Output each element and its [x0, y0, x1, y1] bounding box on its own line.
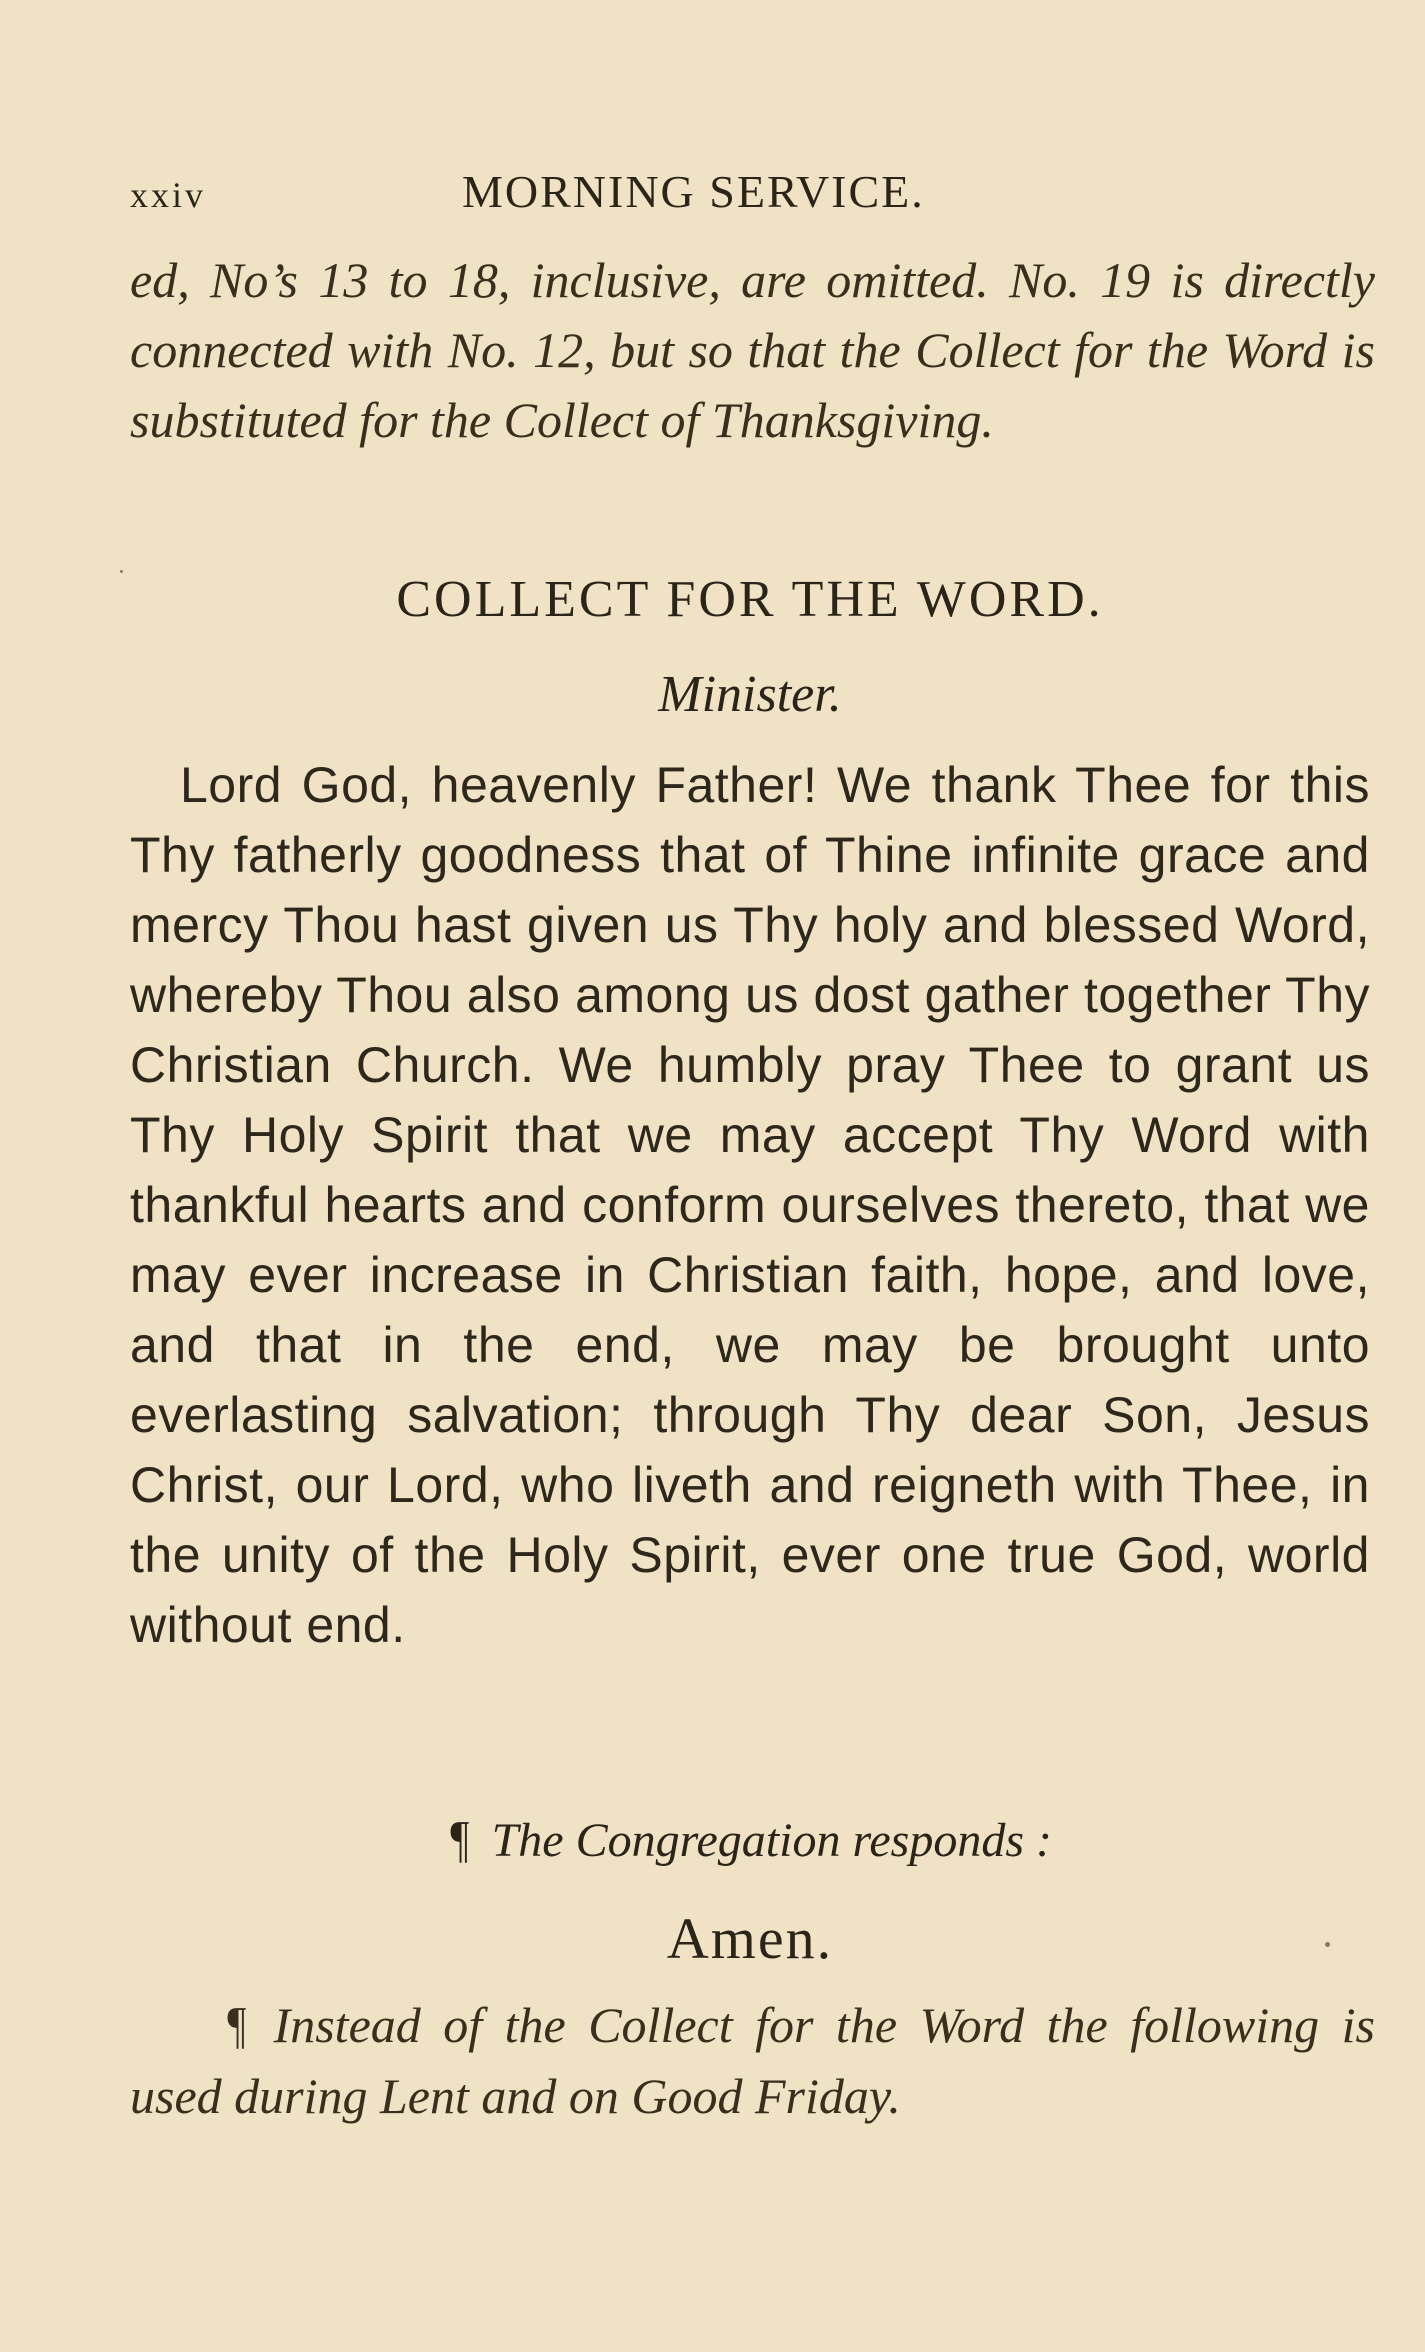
closing-rubric-text: Instead of the Collect for the Word the following is used during Lent and on Good Friday. — [130, 1997, 1375, 2124]
speaker-label: Minister. — [658, 666, 842, 723]
page-number: xxiv — [130, 175, 207, 215]
pilcrow-icon: ¶ — [227, 1997, 247, 2054]
paper-speck — [1325, 1942, 1330, 1947]
pilcrow-icon: ¶ — [450, 1811, 470, 1868]
running-head: MORNING SERVICE. — [462, 166, 925, 217]
section-heading: COLLECT FOR THE WORD. — [396, 571, 1104, 628]
response-rubric-text: The Congregation responds : — [491, 1814, 1052, 1867]
closing-rubric — [130, 1990, 1375, 2131]
amen-response: Amen. — [666, 1906, 834, 1971]
page-header — [130, 165, 1130, 225]
prayer-text: Lord God, heavenly Father! We thank Thee for this Thy fatherly goodness that of Thine infinite grace and mercy Thou hast given us Thy holy and blessed Word, whereby Thou also among us dost gather together Thy Christian Church. We humbly pray Thee to grant us Thy Holy Spirit that we may accept Thy Word with thankful hearts and conform ourselves thereto, that we may ever increase in Christian faith, hope, and love, and that in the end, we may be brought unto everlasting salvation; through Thy dear Son, Jesus Christ, our Lord, who liveth and reigneth with Thee, in the unity of the Holy Spirit, ever one true God, world without end. — [130, 757, 1370, 1653]
intro-rubric: ed, No’s 13 to 18, inclusive, are omitted. No. 19 is directly connected with No. 12, but so that the Collect for the Word is substituted for the Collect of Thanksgiving. — [130, 252, 1375, 448]
paper-speck — [120, 570, 123, 573]
response-rubric — [0, 1810, 1425, 1869]
